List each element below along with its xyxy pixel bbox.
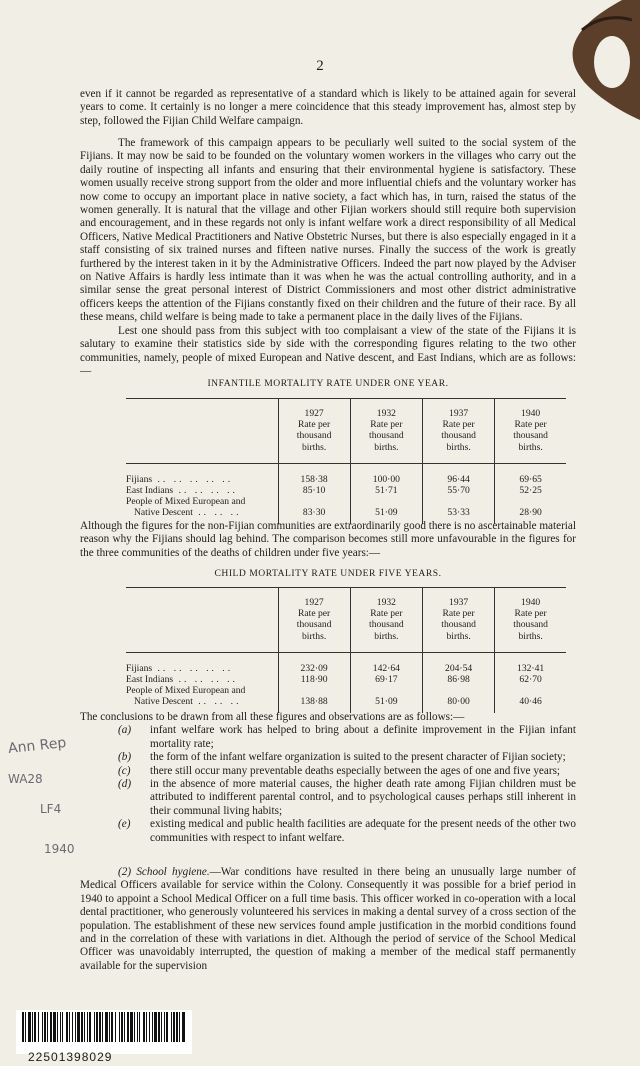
paragraph-framework (80, 137, 576, 325)
list-marker: (d) (118, 778, 132, 791)
handwritten-margin-notes (0, 712, 110, 872)
cell-value: 52·25 (495, 485, 566, 496)
paragraph-2: The framework of this campaign appears to be peculiarly well suited to the social system of the Fijians. It may now be said to be founded on the voluntary women workers in the villages who carry out the daily routine of inspecting all infants and ensuring that their environmental hygiene is satisfactory. These women usually receive strong support from the older and more influential chiefs and the voluntary worker has now come to occupy an important place in native society, a fact which has, in turn, raised the status of the women generally. It is natural that the village and other Fijian workers should still require both supervision and encouragement, and in these regards not only is infant welfare work a direct responsibility of all Medical Officers, Native Medical Practitioners and Native Obstetric Nurses, but there is also especially engaged in it a staff consisting of six trained nurses and fifteen native nurses. Finally the success of the work is greatly furthered by the interest taken in it by the Administrative Officers. Indeed the part now played by the Adviser on Native Affairs is hardly less intimate than it was when he was the actual controlling authority, and in a similar sense the great personal interest of District Commissioners and most other district administrative officers keeps the attention of the Fijians constantly fixed on their children and the future of their race. By all these means, child welfare is being made to take a permanent place in the daily lives of the Fijians. (80, 137, 576, 324)
margin-note: Ann Rep (7, 734, 68, 758)
cell-value: 85·10 (278, 485, 350, 496)
list-marker: (a) (118, 724, 132, 737)
cell-value: 53·33 (423, 496, 495, 524)
table-header-1932: 1932 Rate per thousand births. (350, 399, 422, 464)
cell-value: 80·00 (423, 685, 495, 713)
cell-value: 55·70 (423, 485, 495, 496)
table-row (126, 485, 566, 496)
table-header-blank (126, 399, 278, 464)
paragraph-continued (80, 88, 576, 128)
list-text: existing medical and public health facilities are adequate for the present needs of the other two communities with respect to infant welfare. (150, 818, 576, 844)
list-item (118, 818, 576, 845)
table-header-row (126, 399, 566, 464)
table-header-row (126, 588, 566, 653)
margin-note: LF4 (40, 802, 62, 816)
cell-value: 69·17 (350, 674, 422, 685)
conclusions-intro: The conclusions to be drawn from all these figures and observations are as follows:— (80, 711, 465, 723)
cell-value: 142·64 (350, 653, 422, 675)
cell-value: 232·09 (278, 653, 350, 675)
cell-value: 118·90 (278, 674, 350, 685)
page-number: 2 (316, 58, 324, 74)
table-header-1927: 1927 Rate per thousand births. (278, 588, 350, 653)
list-text: the form of the infant welfare organization is suited to the present character of Fijian society; (150, 751, 566, 764)
table-header-1940: 1940 Rate per thousand births. (495, 399, 566, 464)
paragraph-6: (2) School hygiene.—War conditions have resulted in there being an unusually large number of Medical Officers available for service within the Colony. Consequently it was possible for a brief period in 1940 to appoint a School Medical Officer on a full time basis. This officer worked in co-operation with a local dental practitioner, who generously volunteered his services in making a dental survey of a cross section of the population. The establishment of these new services found ample justification in the morbid conditions found and in the correlation of these with variations in diet. Although the period of service of the School Medical Officer was unavoidably interrupted, the question of making a member of the medical staff permanently available for the supervision (80, 866, 576, 972)
margin-note: WA28 (8, 772, 43, 786)
barcode-number: 22501398029 (28, 1050, 113, 1064)
table-row (126, 653, 566, 675)
list-text: in the absence of more material causes, the higher death rate among Fijian children must be attributed to indifferent parental control, and to psychological causes perhaps still inherent in their communal living habits; (150, 778, 576, 817)
child-mortality-table (126, 587, 566, 713)
cell-value: 62·70 (495, 674, 566, 685)
infant-mortality-table (126, 398, 566, 524)
paragraph-1: even if it cannot be regarded as representative of a standard which is likely to be attained again for several years to come. It certainly is no longer a mere coincidence that this steady improvement has, almost step by step, followed the Fijian Child Welfare campaign. (80, 88, 576, 127)
row-label: Fijians .. .. .. .. .. (126, 474, 234, 485)
list-text: there still occur many preventable deaths especially between the ages of one and five years; (150, 764, 561, 777)
list-marker: (b) (118, 751, 132, 764)
table-header-1927: 1927 Rate per thousand births. (278, 399, 350, 464)
paragraph-statistics-intro (80, 325, 576, 379)
table-row (126, 464, 566, 486)
cell-value: 132·41 (495, 653, 566, 675)
table-row (126, 685, 566, 713)
row-label: People of Mixed European and Native Descent .. .. .. (126, 685, 246, 707)
table-header-1932: 1932 Rate per thousand births. (350, 588, 422, 653)
table-header-1940: 1940 Rate per thousand births. (495, 588, 566, 653)
row-label: Fijians .. .. .. .. .. (126, 663, 234, 674)
list-item (118, 751, 576, 764)
list-item (118, 778, 576, 818)
list-marker: (c) (118, 764, 131, 777)
cell-value: 158·38 (278, 464, 350, 486)
cell-value: 28·90 (495, 496, 566, 524)
barcode (16, 1010, 192, 1054)
cell-value: 51·09 (350, 496, 422, 524)
section-heading: (2) School hygiene. (118, 866, 210, 878)
cell-value: 100·00 (350, 464, 422, 486)
cell-value: 86·98 (423, 674, 495, 685)
cell-value: 138·88 (278, 685, 350, 713)
list-item (118, 765, 576, 778)
margin-note: 1940 (44, 842, 75, 856)
list-text: infant welfare work has helped to bring about a definite improvement in the Fijian infant mortality rate; (150, 724, 576, 750)
list-marker: (e) (118, 818, 131, 831)
table-header-blank (126, 588, 278, 653)
table-2-caption: CHILD MORTALITY RATE UNDER FIVE YEARS. (214, 568, 442, 579)
cell-value: 40·46 (495, 685, 566, 713)
paragraph-3: Lest one should pass from this subject with too complaisant a view of the state of the Fijians it is salutary to examine their statistics side by side with the corresponding figures relating to the two other communities, namely, people of mixed European and Native descent, and East Indians, which are as follows:— (80, 325, 576, 378)
table-1-caption: INFANTILE MORTALITY RATE UNDER ONE YEAR. (207, 378, 449, 389)
conclusions-section (80, 711, 576, 845)
cell-value: 51·71 (350, 485, 422, 496)
cell-value: 51·09 (350, 685, 422, 713)
table-header-1937: 1937 Rate per thousand births. (423, 588, 495, 653)
table-row (126, 674, 566, 685)
row-label: East Indians .. .. .. .. (126, 485, 238, 496)
table-header-1937: 1937 Rate per thousand births. (423, 399, 495, 464)
paragraph-school-hygiene (80, 866, 576, 973)
paragraph-comparison (80, 520, 576, 560)
paragraph-4: Although the figures for the non-Fijian communities are extraordinarily good there is no ascertainable material reason why the Fijians should lag behind. The comparison becomes still more unfavourable in the figures for the three communities of the deaths of children under five years:— (80, 520, 576, 559)
row-label: East Indians .. .. .. .. (126, 674, 238, 685)
cell-value: 69·65 (495, 464, 566, 486)
list-item (118, 724, 576, 751)
cell-value: 96·44 (423, 464, 495, 486)
cell-value: 204·54 (423, 653, 495, 675)
row-label: People of Mixed European and Native Descent .. .. .. (126, 496, 246, 518)
cell-value: 83·30 (278, 496, 350, 524)
